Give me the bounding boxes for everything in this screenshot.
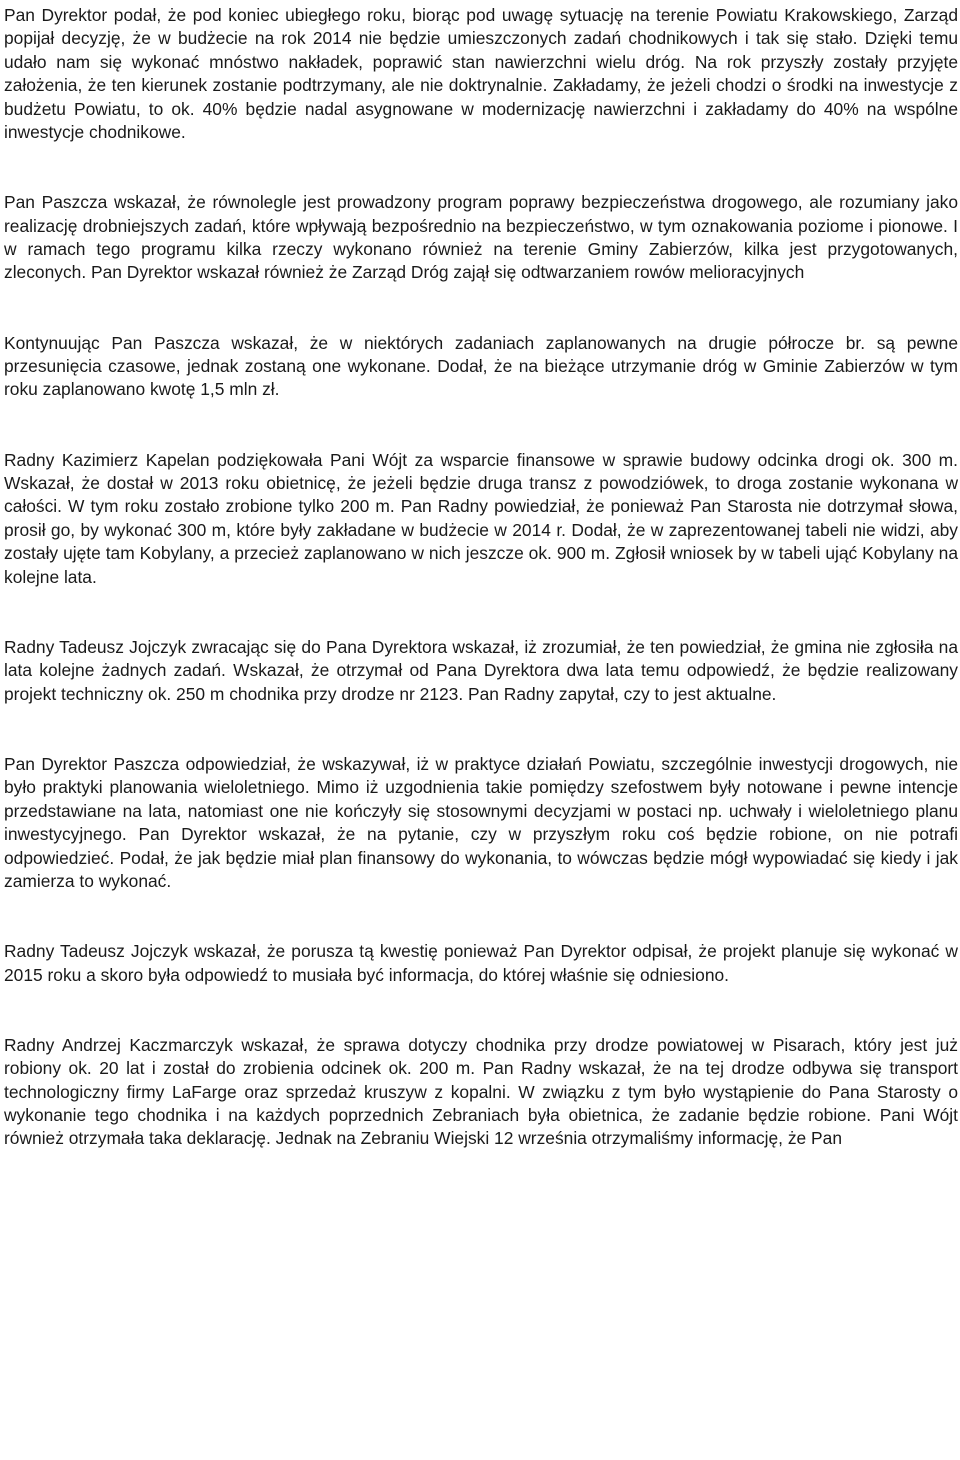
paragraph-kaczmarczyk-statement: Radny Andrzej Kaczmarczyk wskazał, że sprawa dotyczy chodnika przy drodze powiatowej w Pisarach, który jest już robiony ok. 20 lat i został do zrobienia odcinek ok. 200 m. Pan Radny wskazał, że na tej drodze odbywa się transport technologiczny firmy LaFarge oraz sprzedaż kruszyw z kopalni. W związku z tym było wystąpienie do Pana Starosty o wykonanie tego chodnika i na każdych poprzednich Zebraniach była obietnica, że zadanie będzie robione. Pani Wójt również otrzymała taka deklarację. Jednak na Zebraniu Wiejski 12 września otrzymaliśmy informację, że Pan	[4, 1034, 958, 1149]
paragraph-directors-budget-decision: Pan Dyrektor podał, że pod koniec ubiegłego roku, biorąc pod uwagę sytuację na terenie Powiatu Krakowskiego, Zarząd popijał decyzję, że w budżecie na rok 2014 nie będzie umieszczonych zadań chodnikowych i tak się stało. Dzięki temu udało nam się wykonać mnóstwo nakładek, poprawić stan nawierzchni wielu dróg. Na rok przyszły zostały przyjęte założenia, że ten kierunek zostanie podtrzymany, ale nie doktrynalnie. Zakładamy, że jeżeli chodzi o środki na inwestycje z budżetu Powiatu, to ok. 40% będzie nadal asygnowane w modernizację nawierzchni i zakładamy do 40% na wspólne inwestycje chodnikowe.	[4, 5, 958, 143]
paragraph-paszcza-answer: Pan Dyrektor Paszcza odpowiedział, że wskazywał, iż w praktyce działań Powiatu, szczególnie inwestycji drogowych, nie było praktyki planowania wieloletniego. Mimo iż uzgodnienia takie pomiędzy szefostwem były notowane i pewne intencje przedstawiane na lata, natomiast one nie kończyły się stosownymi decyzjami w postaci np. uchwały i wieloletniego planu inwestycyjnego. Pan Dyrektor wskazał, że na pytanie, czy w przyszłym roku coś będzie robione, on nie potrafi odpowiedzieć. Podał, że jak będzie miał plan finansowy do wykonania, to wówczas będzie mógł wypowiadać się kiedy i jak zamierza to wykonać.	[4, 753, 958, 891]
paragraph-jojczyk-question: Radny Tadeusz Jojczyk zwracając się do Pana Dyrektora wskazał, iż zrozumiał, że ten powiedział, że gmina nie zgłosiła na lata kolejne żadnych zadań. Wskazał, że otrzymał od Pana Dyrektora dwa lata temu odpowiedź, że będzie realizowany projekt techniczny ok. 250 m chodnika przy drodze nr 2123. Pan Radny zapytał, czy to jest aktualne.	[4, 636, 958, 704]
paragraph-schedule-shifts: Kontynuując Pan Paszcza wskazał, że w niektórych zadaniach zaplanowanych na drugie półrocze br. są pewne przesunięcia czasowe, jednak zostaną one wykonane. Dodał, że na bieżące utrzymanie dróg w Gminie Zabierzów w tym roku zaplanowano kwotę 1,5 mln zł.	[4, 332, 958, 400]
paragraph-kapelan-statement: Radny Kazimierz Kapelan podziękowała Pani Wójt za wsparcie finansowe w sprawie budowy odcinka drogi ok. 300 m. Wskazał, że dostał w 2013 roku obietnicę, że jeżeli będzie druga transz z powodziówek, to droga zostanie wykonana w całości. W tym roku zostało zrobione tylko 200 m. Pan Radny powiedział, że ponieważ Pan Starosta nie dotrzymał słowa, prosił go, by wykonać 300 m, które były zakładane w budżecie w 2014 r. Dodał, że w zaprezentowanej tabeli nie widzi, aby zostały ujęte tam Kobylany, a przecież zaplanowano w nich jeszcze ok. 900 m. Zgłosił wniosek by w tabeli ująć Kobylany na kolejne lata.	[4, 449, 958, 587]
paragraph-road-safety-program: Pan Paszcza wskazał, że równolegle jest prowadzony program poprawy bezpieczeństwa drogowego, ale rozumiany jako realizację drobniejszych zadań, które wpływają bezpośrednio na bezpieczeństwo, w tym oznakowania poziome i pionowe. I w ramach tego programu kilka rzeczy wykonano również na terenie Gminy Zabierzów, kilka jest przygotowanych, zleconych. Pan Dyrektor wskazał również że Zarząd Dróg zajął się odtwarzaniem rowów melioracyjnych	[4, 192, 958, 283]
document-page	[4, 4, 958, 1151]
paragraph-jojczyk-followup: Radny Tadeusz Jojczyk wskazał, że porusza tą kwestię ponieważ Pan Dyrektor odpisał, że projekt planuje się wykonać w 2015 roku a skoro była odpowiedź to musiała być informacja, do której właśnie się odniesiono.	[4, 941, 958, 985]
